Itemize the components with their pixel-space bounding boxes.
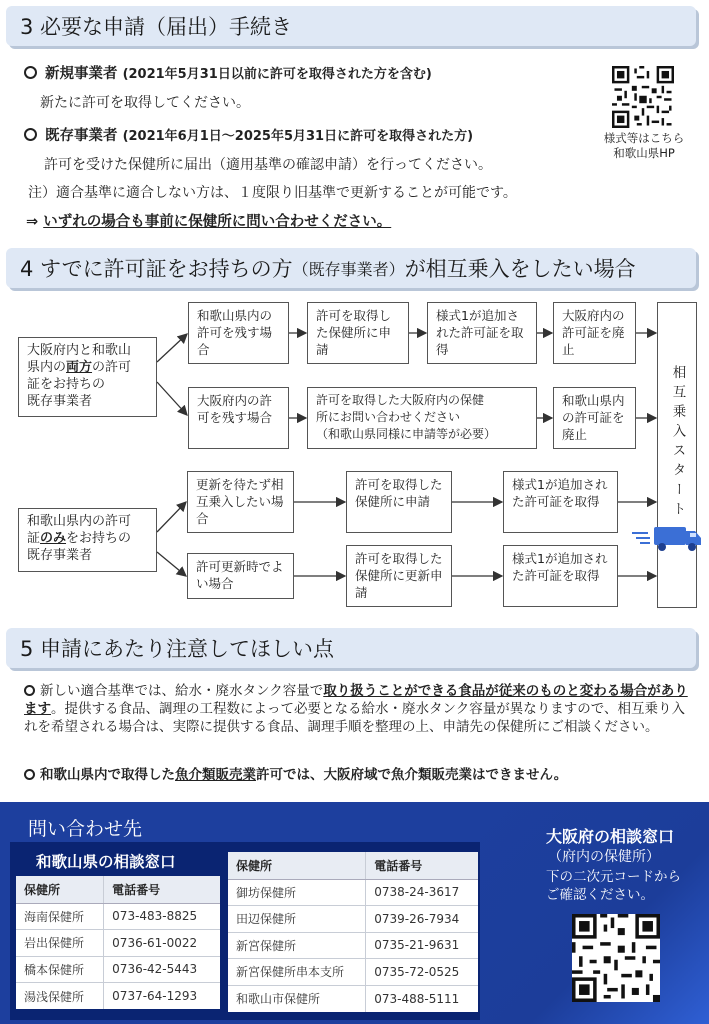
- origin-wakayama-only: [18, 508, 157, 572]
- caution-2-text-a: 和歌山県内で取得した: [40, 767, 175, 783]
- existing-operator-line: [24, 124, 473, 145]
- phone-number-cell[interactable]: 0736-42-5443: [104, 956, 220, 983]
- section-4-title-prefix: 4 すでに許可証をお持ちの方: [20, 257, 293, 281]
- column-header-office: 保健所: [16, 876, 104, 903]
- office-name-cell: 田辺保健所: [228, 906, 366, 933]
- origin-both-text-1: 大阪府内と和歌山: [27, 343, 132, 358]
- new-operator-label: 新規事業者: [45, 66, 118, 82]
- new-operator-note: (2021年5月31日以前に許可を取得された方を含む): [122, 67, 432, 82]
- origin-both-text-6: 既存事業者: [27, 394, 93, 409]
- caution-1-text-b: 取り扱うことができる食品が従来のものと変わる場合があります: [24, 683, 688, 717]
- origin-both-text-3: 両方: [66, 360, 93, 375]
- flow-box-g1-r1-c2: 許可を取得した保健所に申請: [307, 302, 409, 364]
- emphasis-line: [26, 210, 391, 231]
- flow-box-g1-r1-c1: 和歌山県内の許可を残す場合: [188, 302, 289, 364]
- section-4-title-sub: （既存事業者）: [292, 259, 405, 279]
- start-label: 相互乗入スタート: [669, 365, 686, 521]
- qr-caption: [592, 131, 696, 161]
- qr-code-icon[interactable]: [612, 66, 674, 128]
- table-row: [228, 985, 478, 1012]
- flow-box-g1-r2-c2-line-3: （和歌山県同様に申請等が必要）: [316, 427, 497, 441]
- table-row: [228, 932, 478, 959]
- phone-number-cell[interactable]: 073-488-5111: [366, 985, 478, 1012]
- column-header-phone: 電話番号: [366, 852, 478, 879]
- existing-operator-note: (2021年6月1日～2025年5月31日に許可を取得された方): [122, 129, 474, 144]
- table-row: [228, 879, 478, 906]
- section-4-header: [6, 248, 696, 288]
- table-row: [228, 906, 478, 933]
- phone-number-cell[interactable]: 0735-21-9631: [366, 932, 478, 959]
- osaka-contact-title: 大阪府の相談窓口: [546, 827, 675, 846]
- table-row: [16, 903, 220, 930]
- origin-wk-text-2a: 証: [27, 531, 41, 546]
- origin-both-text-4: の許可: [92, 360, 132, 375]
- osaka-contact-sub: （府内の保健所）: [548, 849, 660, 865]
- contact-title: 問い合わせ先: [28, 818, 143, 840]
- flow-box-g2-r2-c1: 許可更新時でよい場合: [187, 553, 294, 599]
- arrow-icon: ⇒: [26, 214, 39, 230]
- origin-both-permits: [18, 337, 157, 417]
- flow-box-g2-r2-c3: 様式1が追加された許可証を取得: [503, 545, 618, 607]
- origin-wk-text-1: 和歌山県内の許可: [27, 514, 132, 529]
- circle-bullet-icon: [24, 128, 37, 141]
- origin-wk-text-2b: のみ: [40, 531, 67, 546]
- caution-1-text-a: 新しい適合基準では、給水・廃水タンク容量で: [40, 683, 324, 699]
- start-box: [657, 302, 697, 608]
- office-name-cell: 新宮保健所串本支所: [228, 959, 366, 986]
- table-row: [16, 983, 220, 1010]
- office-name-cell: 和歌山市保健所: [228, 985, 366, 1012]
- flow-box-g1-r2-c3: 和歌山県内の許可証を廃止: [553, 387, 636, 449]
- osaka-contact-desc: [546, 868, 681, 904]
- flow-box-g1-r1-c4: 大阪府内の許可証を廃止: [553, 302, 636, 364]
- flow-box-g2-r2-c2: 許可を取得した保健所に更新申請: [346, 545, 452, 607]
- phone-number-cell[interactable]: 0739-26-7934: [366, 906, 478, 933]
- phone-number-cell[interactable]: 073-483-8825: [104, 903, 220, 930]
- phone-number-cell[interactable]: 0735-72-0525: [366, 959, 478, 986]
- origin-both-text-5: 証をお持ちの: [27, 377, 106, 392]
- table-row: [16, 930, 220, 957]
- table-row: [228, 959, 478, 986]
- origin-wk-text-2c: をお持ちの: [66, 531, 132, 546]
- origin-wk-text-3: 既存事業者: [27, 548, 93, 563]
- wakayama-contact-title: 和歌山県の相談窓口: [36, 853, 176, 871]
- flow-box-g2-r1-c1: 更新を待たず相互乗入したい場合: [187, 471, 294, 533]
- note-text: 注）適合基準に適合しない方は、１度限り旧基準で更新することが可能です。: [28, 185, 517, 201]
- origin-both-text-2: 県内の: [27, 360, 67, 375]
- office-name-cell: 新宮保健所: [228, 932, 366, 959]
- osaka-desc-line-2: ご確認ください。: [546, 887, 654, 903]
- emphasis-text: いずれの場合も事前に保健所に問い合わせください。: [43, 214, 392, 230]
- caution-paragraph-2: [24, 766, 700, 784]
- flow-box-g2-r1-c3: 様式1が追加された許可証を取得: [503, 471, 618, 533]
- office-name-cell: 橋本保健所: [16, 956, 104, 983]
- phone-number-cell[interactable]: 0737-64-1293: [104, 983, 220, 1010]
- caution-1-text-c: 。提供する食品、調理の工程数によって必要となる給水・廃水タンク容量が異なりますので、相互乗り入れを希望される場合は、実際に提供する食品、調理手順を整理の上、申請先の保健所にご相談ください。: [24, 701, 685, 735]
- caution-2-text-c: 許可では、大阪府域で魚介類販売業はできません。: [256, 767, 568, 783]
- caution-paragraph-1: [24, 682, 690, 736]
- phone-number-cell[interactable]: 0736-61-0022: [104, 930, 220, 957]
- phone-number-cell[interactable]: 0738-24-3617: [366, 879, 478, 906]
- qr-caption-line-1: 様式等はこちら: [603, 131, 685, 145]
- column-header-phone: 電話番号: [104, 876, 220, 903]
- wakayama-contact-table-right: [228, 852, 478, 1012]
- osaka-desc-line-1: 下の二次元コードから: [546, 869, 681, 885]
- wakayama-contact-table-left: [16, 876, 220, 1009]
- existing-operator-text: 許可を受けた保健所に届出（適用基準の確認申請）を行ってください。: [44, 157, 492, 173]
- flow-box-g1-r2-c2-line-2: 所にお問い合わせください: [316, 410, 461, 424]
- new-operator-text: 新たに許可を取得してください。: [40, 95, 250, 111]
- flow-box-g1-r2-c2: [307, 387, 537, 449]
- office-name-cell: 岩出保健所: [16, 930, 104, 957]
- office-name-cell: 湯浅保健所: [16, 983, 104, 1010]
- section-3-title: 3 必要な申請（届出）手続き: [20, 15, 293, 39]
- new-operator-line: [24, 62, 432, 83]
- table-row: [16, 956, 220, 983]
- qr-caption-line-2: 和歌山県HP: [613, 146, 675, 160]
- flow-box-g1-r2-c1: 大阪府内の許可を残す場合: [188, 387, 289, 449]
- existing-operator-label: 既存事業者: [45, 128, 118, 144]
- section-3-header: [6, 6, 696, 46]
- circle-bullet-icon: [24, 685, 35, 696]
- caution-2-text-b: 魚介類販売業: [175, 767, 256, 783]
- section-5-title: 5 申請にあたり注意してほしい点: [20, 637, 335, 661]
- section-4-title-suffix: が相互乗入をしたい場合: [404, 257, 636, 281]
- flow-box-g2-r1-c2: 許可を取得した保健所に申請: [346, 471, 452, 533]
- office-name-cell: 御坊保健所: [228, 879, 366, 906]
- circle-bullet-icon: [24, 769, 35, 780]
- osaka-qr-code-icon[interactable]: [572, 914, 660, 1002]
- column-header-office: 保健所: [228, 852, 366, 879]
- truck-icon: [632, 524, 704, 554]
- flow-box-g1-r1-c3: 様式1が追加された許可証を取得: [427, 302, 537, 364]
- section-5-header: [6, 628, 696, 668]
- office-name-cell: 海南保健所: [16, 903, 104, 930]
- circle-bullet-icon: [24, 66, 37, 79]
- flow-box-g1-r2-c2-line-1: 許可を取得した大阪府内の保健: [316, 393, 485, 407]
